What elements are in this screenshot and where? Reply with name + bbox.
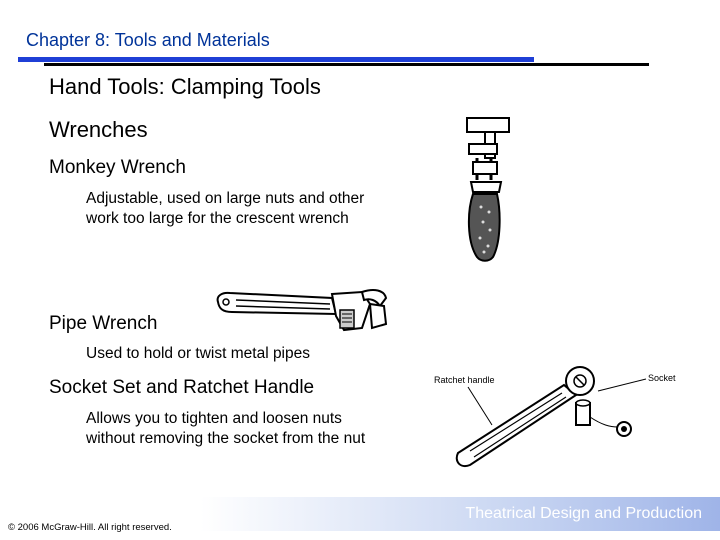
header-rule-blue (18, 57, 534, 62)
pipe-wrench-title: Pipe Wrench (49, 313, 158, 334)
monkey-wrench-desc (86, 189, 364, 229)
monkey-wrench-desc-line1: Adjustable, used on large nuts and other (86, 190, 365, 207)
chapter-title: Chapter 8: Tools and Materials (26, 30, 270, 50)
monkey-wrench-illustration (455, 112, 525, 267)
monkey-wrench-desc-line2: work too large for the crescent wrench (86, 210, 349, 227)
socket-label: Socket (648, 373, 676, 383)
section-heading: Wrenches (49, 117, 148, 142)
pipe-wrench-illustration (212, 284, 392, 342)
socket-set-desc-line1: Allows you to tighten and loosen nuts (86, 410, 342, 427)
socket-set-desc (86, 409, 365, 449)
header-rule-black (44, 63, 649, 66)
slide-title: Hand Tools: Clamping Tools (49, 74, 321, 99)
ratchet-handle-label: Ratchet handle (434, 375, 495, 385)
copyright-notice: © 2006 McGraw-Hill. All right reserved. (8, 522, 172, 533)
pipe-wrench-desc: Used to hold or twist metal pipes (86, 345, 310, 362)
socket-set-desc-line2: without removing the socket from the nut (86, 430, 366, 447)
ratchet-socket-illustration (430, 365, 690, 475)
monkey-wrench-title: Monkey Wrench (49, 157, 186, 178)
socket-set-title: Socket Set and Ratchet Handle (49, 377, 315, 398)
course-title: Theatrical Design and Production (465, 505, 702, 522)
